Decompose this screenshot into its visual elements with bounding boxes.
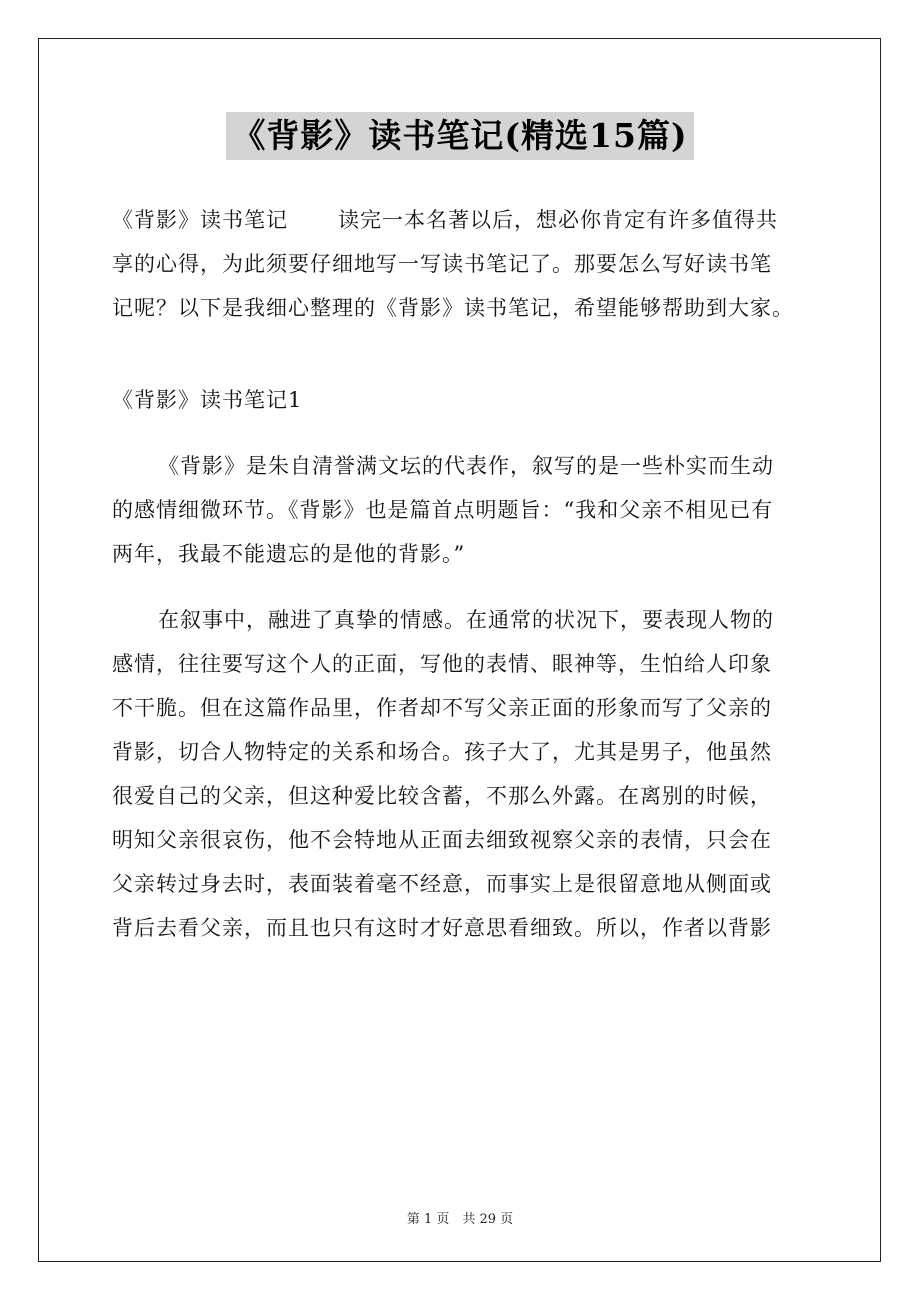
para1-line-3: 两年，我最不能遗忘的是他的背影。” bbox=[112, 542, 466, 566]
intro-line-2: 享的心得，为此须要仔细地写一写读书笔记了。那要怎么写好读书笔 bbox=[112, 252, 772, 276]
intro-line-3: 记呢？以下是我细心整理的《背影》读书笔记，希望能够帮助到大家。 bbox=[112, 296, 794, 320]
document-title: 《背影》读书笔记(精选15篇) bbox=[226, 112, 693, 160]
para2-line-3: 不干脆。但在这篇作品里，作者却不写父亲正面的形象而写了父亲的 bbox=[112, 696, 772, 720]
para2-line-2: 感情，往往要写这个人的正面，写他的表情、眼神等，生怕给人印象 bbox=[112, 652, 772, 676]
para2-line-7: 父亲转过身去时，表面装着毫不经意，而事实上是很留意地从侧面或 bbox=[112, 872, 772, 896]
page-footer: 第 1 页 共 29 页 bbox=[406, 1212, 514, 1227]
para1-line-2: 的感情细微环节。《背影》也是篇首点明题旨：“我和父亲不相见已有 bbox=[112, 498, 774, 522]
para2-line-4: 背影，切合人物特定的关系和场合。孩子大了，尤其是男子，他虽然 bbox=[112, 740, 772, 764]
intro-lead: 《背影》读书笔记 bbox=[112, 208, 288, 232]
title-area bbox=[0, 112, 920, 160]
intro-text-1: 读完一本名著以后，想必你肯定有许多值得共 bbox=[338, 208, 778, 232]
para1-line-1: 《背影》是朱自清誉满文坛的代表作，叙写的是一些朴实而生动 bbox=[158, 454, 774, 478]
para2-line-1: 在叙事中，融进了真挚的情感。在通常的状况下，要表现人物的 bbox=[158, 608, 774, 632]
section-heading: 《背影》读书笔记1 bbox=[112, 388, 303, 412]
para2-line-8: 背后去看父亲，而且也只有这时才好意思看细致。所以，作者以背影 bbox=[112, 916, 772, 940]
document-body bbox=[112, 198, 812, 950]
intro-line-1 bbox=[112, 198, 812, 242]
para2-line-5: 很爱自己的父亲，但这种爱比较含蓄，不那么外露。在离别的时候， bbox=[112, 784, 772, 808]
para2-line-6: 明知父亲很哀伤，他不会特地从正面去细致视察父亲的表情，只会在 bbox=[112, 828, 772, 852]
